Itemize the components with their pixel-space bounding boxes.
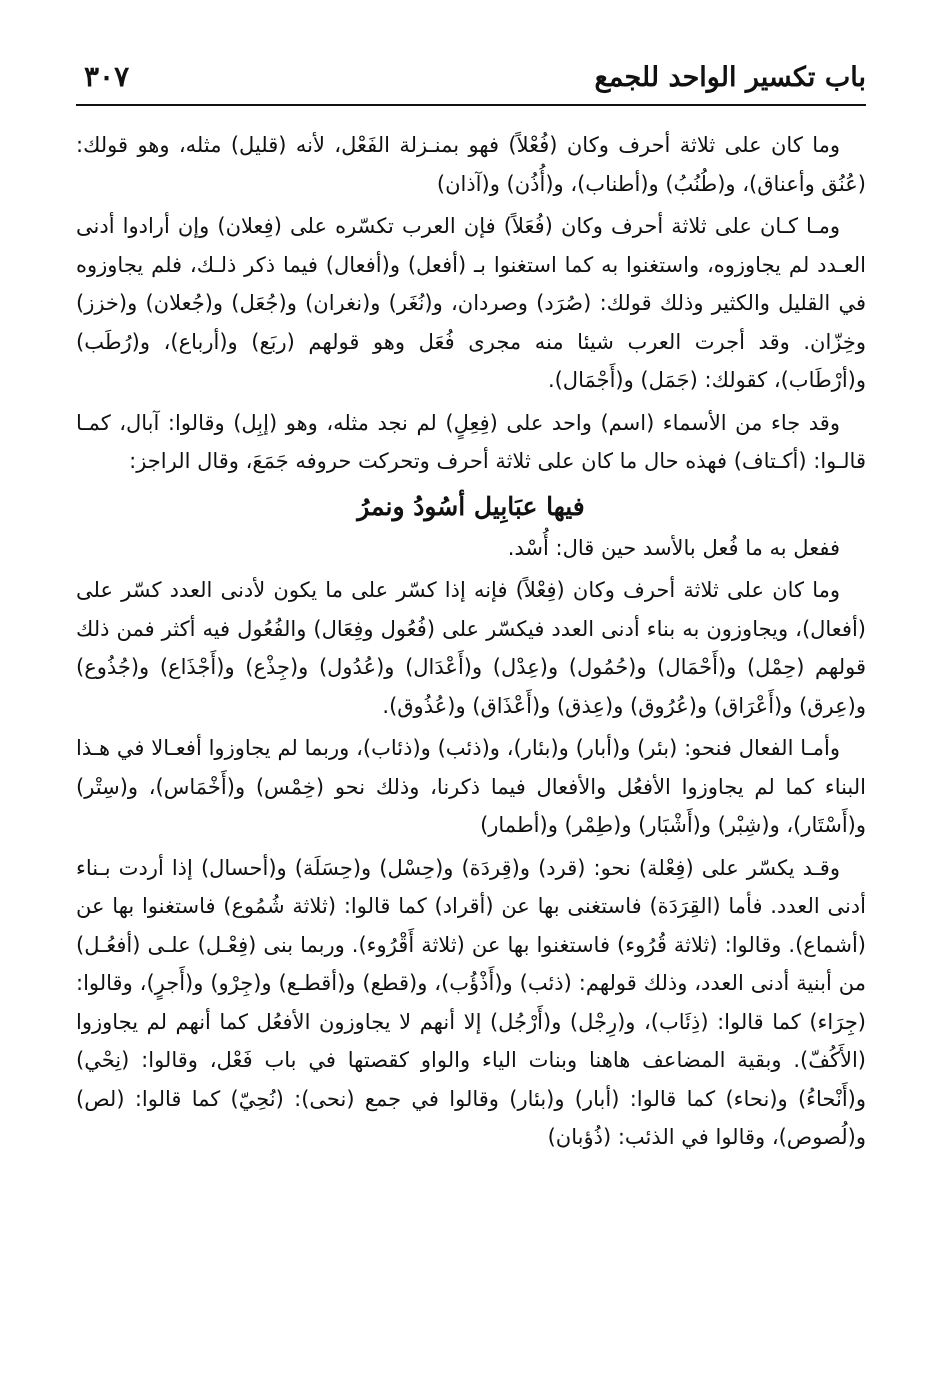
body-text (76, 126, 866, 1157)
book-page (76, 58, 866, 1358)
paragraph-2: ومـا كـان على ثلاثة أحرف وكان (فُعَلاً) فإن العرب تكسّره على (فِعلان) وإن أرادوا أدنى العـدد لم يجاوزوه، واستغنوا به كما استغنوا بـ (أفعل) و(أفعال) فيما ذكر ذلـك، فلم يجاوزوه في القليل والكثير وذلك قولك: (صُرَد) وصردان، و(نُغَر) و(نغران) و(جُعَل) و(جُعلان) و(خزز) وخِزّان. وقد أجرت العرب شيئا منه مجرى فُعَل وهو قولهم (ربَع) و(أرباع)، و(رُطَب) و(أرْطَاب)، كقولك: (جَمَل) و(أَجْمَال). (76, 214, 866, 392)
paragraph-4: ففعل به ما فُعل بالأسد حين قال: أُسْد. (507, 535, 840, 560)
running-title: باب تكسير الواحد للجمع (594, 62, 866, 93)
paragraph-3: وقد جاء من الأسماء (اسم) واحد على (فِعِلٍ) لم نجد مثله، وهو (إبِل) وقالوا: آبال، كمـا قالـوا: (أكـتاف) فهذه حال ما كان على ثلاثة أحرف وتحركت حروفه جَمَعَ، وقال الراجز: (76, 410, 866, 473)
paragraph-7: وقـد يكسّر على (فِعْلة) نحو: (قرد) و(قِردَة) و(حِسْل) و(حِسَلَة) و(أحسال) إذا أردت بـناء أدنى العدد. فأما (القِرَدَة) فاستغنى بها عن (أقراد) كما قالوا: (ثلاثة شُمُوع) فاستغنوا بها عن (أشماع). وقالوا: (ثلاثة قُرُوء) فاستغنوا بها عن (ثلاثة أَقْرُوء). وربما بنى (فِعْـل) علـى (أفعُـل) من أبنية أدنى العدد، وذلك قولهم: (ذئب) و(أَذْؤُب)، و(قطع) و(أقطـع) و(جِرْو) و(أَجرٍ)، وقالوا: (جِرَاء) كما قالوا: (ذِئَاب)، و(رِجْل) و(أَرْجُل) إلا أنهم لا يجاوزون الأفعُل كما أنهم لم يجاوزوا (الأَكُفّ). وبقية المضاعف هاهنا وبنات الياء والواو كقصتها في باب فَعْل، وقالوا: (نِحْي) و(أَنْحاءُ) و(نحاء) كما قالوا: (أبار) و(بئار) وقالوا في جمع (نحى): (نُحِيّ) كما قالوا: (لص) و(لُصوص)، وقالوا في الذئب: (ذُؤبان) (76, 855, 866, 1149)
paragraph-1: وما كان على ثلاثة أحرف وكان (فُعْلاً) فهو بمنـزلة الفَعْل، لأنه (قليل) مثله، وهو قولك: (عُنُق وأعناق)، و(طُنُبُ) و(أطناب)، و(أُذُن) و(آذان) (76, 133, 866, 196)
paragraph-6: وأمـا الفعال فنحو: (بئر) و(أبار) و(بئار)، و(ذئب) و(ذئاب)، وربما لم يجاوزوا أفعـالا في هـذا البناء كما لم يجاوزوا الأفعُل والأفعال فيما ذكرنا، وذلك نحو (خِمْس) و(أَخْمَاس)، و(سِتْر) و(أَسْتَار)، و(شِبْر) و(أَشْبَار) و(طِمْر) و(أطمار) (76, 736, 866, 837)
page-header (76, 58, 866, 106)
page-number: ٣٠٧ (84, 60, 130, 93)
paragraph-5: وما كان على ثلاثة أحرف وكان (فِعْلاً) فإنه إذا كسّر على ما يكون لأدنى العدد كسّر على (أفعال)، ويجاوزون به بناء أدنى العدد فيكسّر على (فُعُول وفِعَال) والفُعُول فيه أكثر فمن ذلك قولهم (حِمْل) و(أَحْمَال) و(حُمُول) و(عِدْل) و(أَعْدَال) و(عُدُول) و(جِذْع) و(أَجْذَاع) و(جُذُوع) و(عِرق) و(أَعْرَاق) و(عُرُوق) و(عِذق) و(أَعْذَاق) و(عُذُوق). (76, 578, 866, 718)
poetry-verse: فيها عبَابِيل أسُودُ ونمرُ (357, 491, 585, 521)
